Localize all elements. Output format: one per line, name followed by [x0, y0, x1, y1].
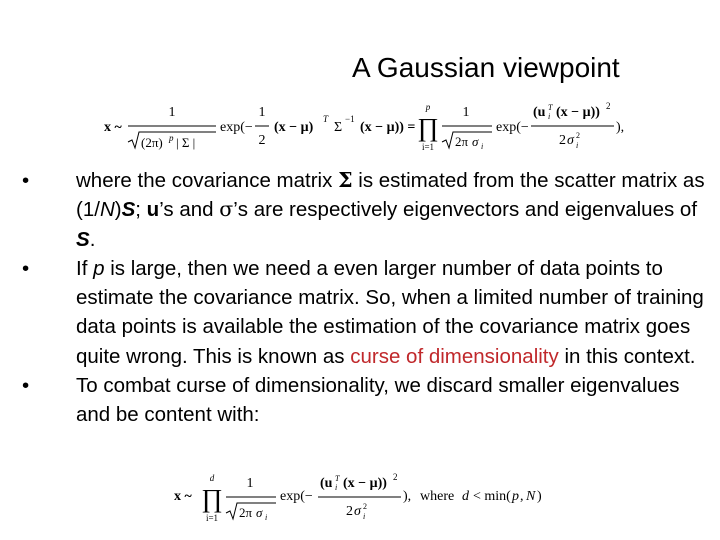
svg-text:exp(−: exp(−: [496, 120, 529, 135]
bullet-dot: •: [22, 256, 30, 280]
svg-text:),: ),: [616, 120, 625, 135]
svg-text:2π: 2π: [455, 134, 469, 149]
svg-text:(x − μ): (x − μ): [274, 120, 314, 135]
bullet-text-1b: is estimated from the scatter matrix as (1/: [76, 169, 705, 222]
slide-title: A Gaussian viewpoint: [352, 52, 620, 83]
svg-text:2: 2: [559, 133, 566, 148]
svg-text:2: 2: [346, 504, 353, 519]
bullet-text-2c: in this context.: [558, 344, 696, 368]
svg-text:σ: σ: [256, 505, 263, 520]
svg-text:i=1: i=1: [205, 513, 219, 523]
p-symbol: p: [93, 256, 105, 280]
svg-text:(x − μ)): (x − μ)): [343, 476, 387, 491]
eq-frac1-num: 1: [168, 105, 176, 120]
s-symbol: S: [121, 198, 136, 222]
bullet-text-1a: where the covariance matrix: [76, 169, 339, 192]
svg-text:< min(: < min(: [473, 489, 511, 504]
svg-text:x ~: x ~: [174, 489, 192, 504]
svg-text:2π: 2π: [239, 505, 253, 520]
svg-text:T: T: [323, 114, 329, 124]
svg-text:),: ),: [403, 489, 412, 504]
sigma-symbol: Σ: [338, 168, 353, 192]
curse-of-dimensionality-highlight: curse of dimensionality: [350, 344, 559, 368]
bullet-list: [22, 166, 712, 430]
bullet-text-1c: ): [114, 198, 122, 222]
u-symbol: u: [146, 198, 160, 222]
svg-text:exp(−: exp(−: [280, 489, 313, 504]
eq-x-tilde: x ~: [104, 120, 122, 135]
svg-text:d: d: [209, 473, 215, 483]
eq-frac1-den: (2π): [141, 135, 163, 150]
bullet-text-2b: is large, then we need a even larger number of data points to estimate the covariance matrix. So, when a limited number of training data points is available the estimation of the covariance matrix goes quite wrong. This is known as: [76, 256, 704, 368]
svg-text:(u: (u: [320, 476, 333, 491]
reduced-gaussian-equation: [174, 470, 574, 530]
gaussian-equation: [104, 98, 644, 156]
svg-text:(x − μ)): (x − μ)): [556, 105, 600, 120]
svg-text:(u: (u: [533, 105, 546, 120]
svg-text:i: i: [265, 513, 268, 522]
bullet-text-3a: To combat curse of dimensionality, we discard smaller eigenvalues and be content with:: [76, 374, 680, 427]
svg-text:2: 2: [606, 101, 611, 111]
svg-text:(x − μ)) =: (x − μ)) =: [360, 120, 416, 135]
svg-text:Σ: Σ: [334, 120, 343, 135]
svg-text:| Σ |: | Σ |: [176, 135, 196, 150]
svg-text:where: where: [420, 489, 455, 504]
svg-text:,: ,: [520, 489, 524, 504]
svg-text:i: i: [576, 141, 579, 150]
svg-text:T: T: [548, 103, 553, 112]
svg-text:i=1: i=1: [421, 142, 435, 152]
svg-text:i: i: [481, 142, 484, 151]
svg-text:1: 1: [246, 476, 254, 491]
svg-text:−1: −1: [345, 114, 355, 124]
lower-sigma-symbol: σ: [219, 197, 234, 222]
bullet-item-combat: [22, 371, 712, 430]
eq-exp-open: exp(−: [220, 120, 253, 135]
s-symbol-2: S: [76, 227, 90, 251]
svg-text:2: 2: [393, 472, 398, 482]
bullet-text-1g: .: [89, 227, 96, 251]
svg-text:p: p: [169, 133, 174, 143]
bullet-item-covariance: [22, 166, 712, 254]
svg-text:2: 2: [258, 133, 266, 148]
bullet-text-1f: ’s are respectively eigenvectors and eigenvalues of: [233, 198, 698, 222]
svg-text:i: i: [335, 483, 338, 492]
svg-text:σ: σ: [354, 504, 361, 519]
svg-text:N: N: [526, 489, 536, 504]
bullet-text-1e: ’s and: [159, 198, 220, 222]
svg-text:T: T: [335, 474, 340, 483]
svg-text:2: 2: [363, 502, 367, 511]
svg-text:1: 1: [462, 105, 470, 120]
bullet-text-2a: If: [76, 256, 94, 280]
bullet-dot: •: [22, 169, 30, 192]
svg-text:i: i: [548, 112, 551, 121]
bullet-item-large-p: [22, 254, 712, 371]
n-symbol: N: [99, 198, 115, 222]
svg-text:∏: ∏: [201, 484, 223, 513]
svg-text:p: p: [425, 102, 431, 112]
svg-text:i: i: [363, 512, 366, 521]
bullet-text-1d: ;: [135, 198, 147, 222]
svg-text:∏: ∏: [417, 113, 439, 142]
svg-text:1: 1: [258, 105, 266, 120]
svg-text:): ): [537, 489, 542, 504]
bullet-dot: •: [22, 374, 30, 398]
svg-text:d: d: [462, 489, 469, 504]
svg-text:σ: σ: [567, 133, 574, 148]
svg-text:σ: σ: [472, 134, 479, 149]
svg-text:p: p: [512, 489, 519, 504]
svg-text:2: 2: [576, 131, 580, 140]
